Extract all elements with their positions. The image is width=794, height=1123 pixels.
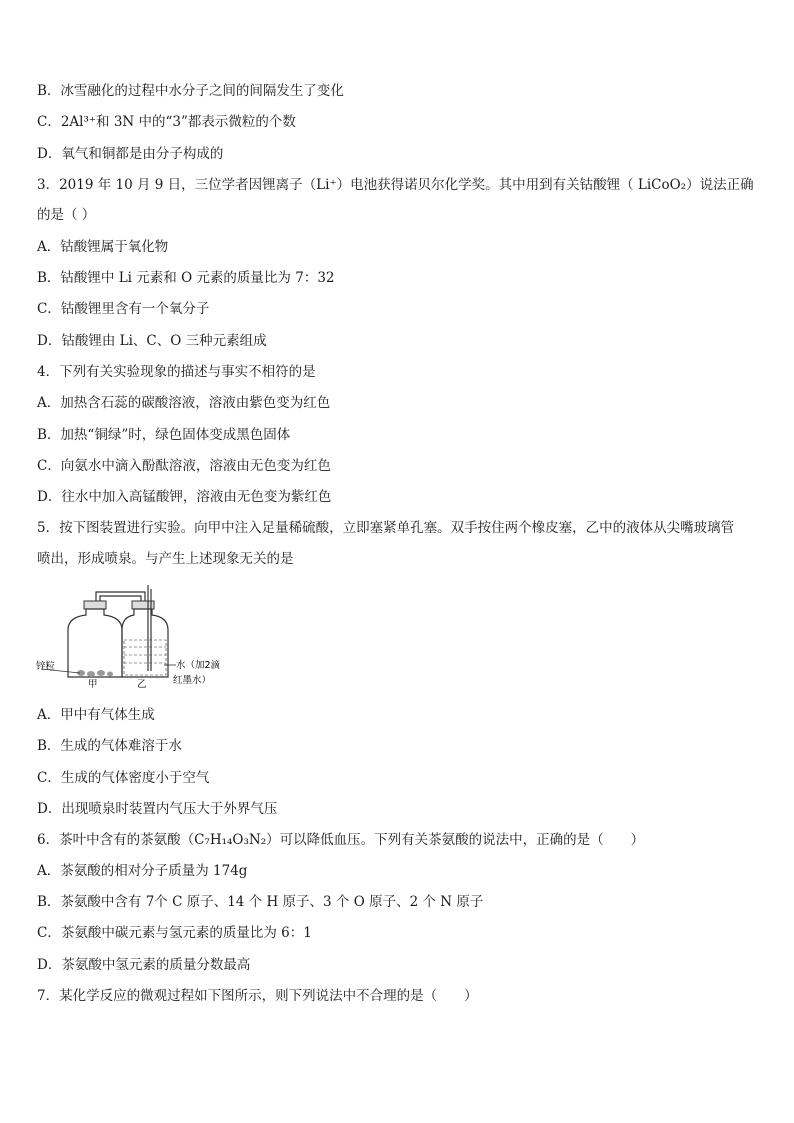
option-line: A．钴酸锂属于氧化物 xyxy=(37,239,169,255)
option-line: C．钴酸锂里含有一个氧分子 xyxy=(37,301,210,317)
question-line: 7．某化学反应的微观过程如下图所示，则下列说法中不合理的是（ ） xyxy=(37,988,478,1004)
apparatus-figure xyxy=(36,585,226,690)
option-line: B．生成的气体难溶于水 xyxy=(37,738,182,754)
label-yi: 乙 xyxy=(137,679,147,690)
apparatus-diagram xyxy=(36,585,226,690)
option-line: C．生成的气体密度小于空气 xyxy=(37,770,210,786)
option-line: B．钴酸锂中 Li 元素和 O 元素的质量比为 7：32 xyxy=(37,270,335,286)
question-line: 3．2019 年 10 月 9 日，三位学者因锂离子（Li⁺）电池获得诺贝尔化学奖。其中用到有关钴酸锂（ LiCoO₂）说法正确 xyxy=(37,177,754,193)
label-water-note: 红墨水） xyxy=(173,675,212,686)
zinc-granule xyxy=(87,671,95,677)
label-zinc: 锌粒 xyxy=(36,661,56,672)
option-line: A．加热含石蕊的碳酸溶液，溶液由紫色变为红色 xyxy=(37,395,331,411)
option-line: B．加热“铜绿”时，绿色固体变成黑色固体 xyxy=(37,427,291,443)
option-line: D．茶氨酸中氢元素的质量分数最高 xyxy=(37,957,251,973)
zinc-granule xyxy=(107,672,113,677)
question-line: 6．茶叶中含有的茶氨酸（C₇H₁₄O₃N₂）可以降低血压。下列有关茶氨酸的说法中，正确的是（ ） xyxy=(37,832,645,848)
option-line: B．冰雪融化的过程中水分子之间的间隔发生了变化 xyxy=(37,83,344,99)
liquid-yi xyxy=(124,640,166,675)
option-line: C．2Al³⁺和 3N 中的“3”都表示微粒的个数 xyxy=(37,114,296,130)
zinc-granule xyxy=(97,670,105,676)
option-line: D．钴酸锂由 Li、C、O 三种元素组成 xyxy=(37,333,267,349)
label-water: 水（加2滴 xyxy=(176,660,221,671)
option-line: D．出现喷泉时装置内气压大于外界气压 xyxy=(37,801,278,817)
question-line: 5．按下图装置进行实验。向甲中注入足量稀硫酸，立即塞紧单孔塞。双手按住两个橡皮塞，乙中的液体从尖嘴玻璃管 xyxy=(37,520,735,536)
stopper-jia xyxy=(84,601,106,609)
option-line: A．甲中有气体生成 xyxy=(37,707,155,723)
option-line: D．氧气和铜都是由分子构成的 xyxy=(37,146,224,162)
option-line: C．向氨水中滴入酚酞溶液，溶液由无色变为红色 xyxy=(37,458,331,474)
option-line: A．茶氨酸的相对分子质量为 174g xyxy=(37,863,248,879)
question-line: 的是（ ） xyxy=(37,207,96,223)
label-jia: 甲 xyxy=(88,679,98,690)
question-line: 喷出，形成喷泉。与产生上述现象无关的是 xyxy=(37,551,294,567)
option-line: C．茶氨酸中碳元素与氢元素的质量比为 6：1 xyxy=(37,925,312,941)
bottle-jia xyxy=(68,609,122,677)
bottle-yi xyxy=(122,609,168,677)
question-line: 4．下列有关实验现象的描述与事实不相符的是 xyxy=(37,364,316,380)
option-line: B．茶氨酸中含有 7个 C 原子、14 个 H 原子、3 个 O 原子、2 个 N 原子 xyxy=(37,894,484,910)
option-line: D．往水中加入高锰酸钾，溶液由无色变为紫红色 xyxy=(37,489,332,505)
